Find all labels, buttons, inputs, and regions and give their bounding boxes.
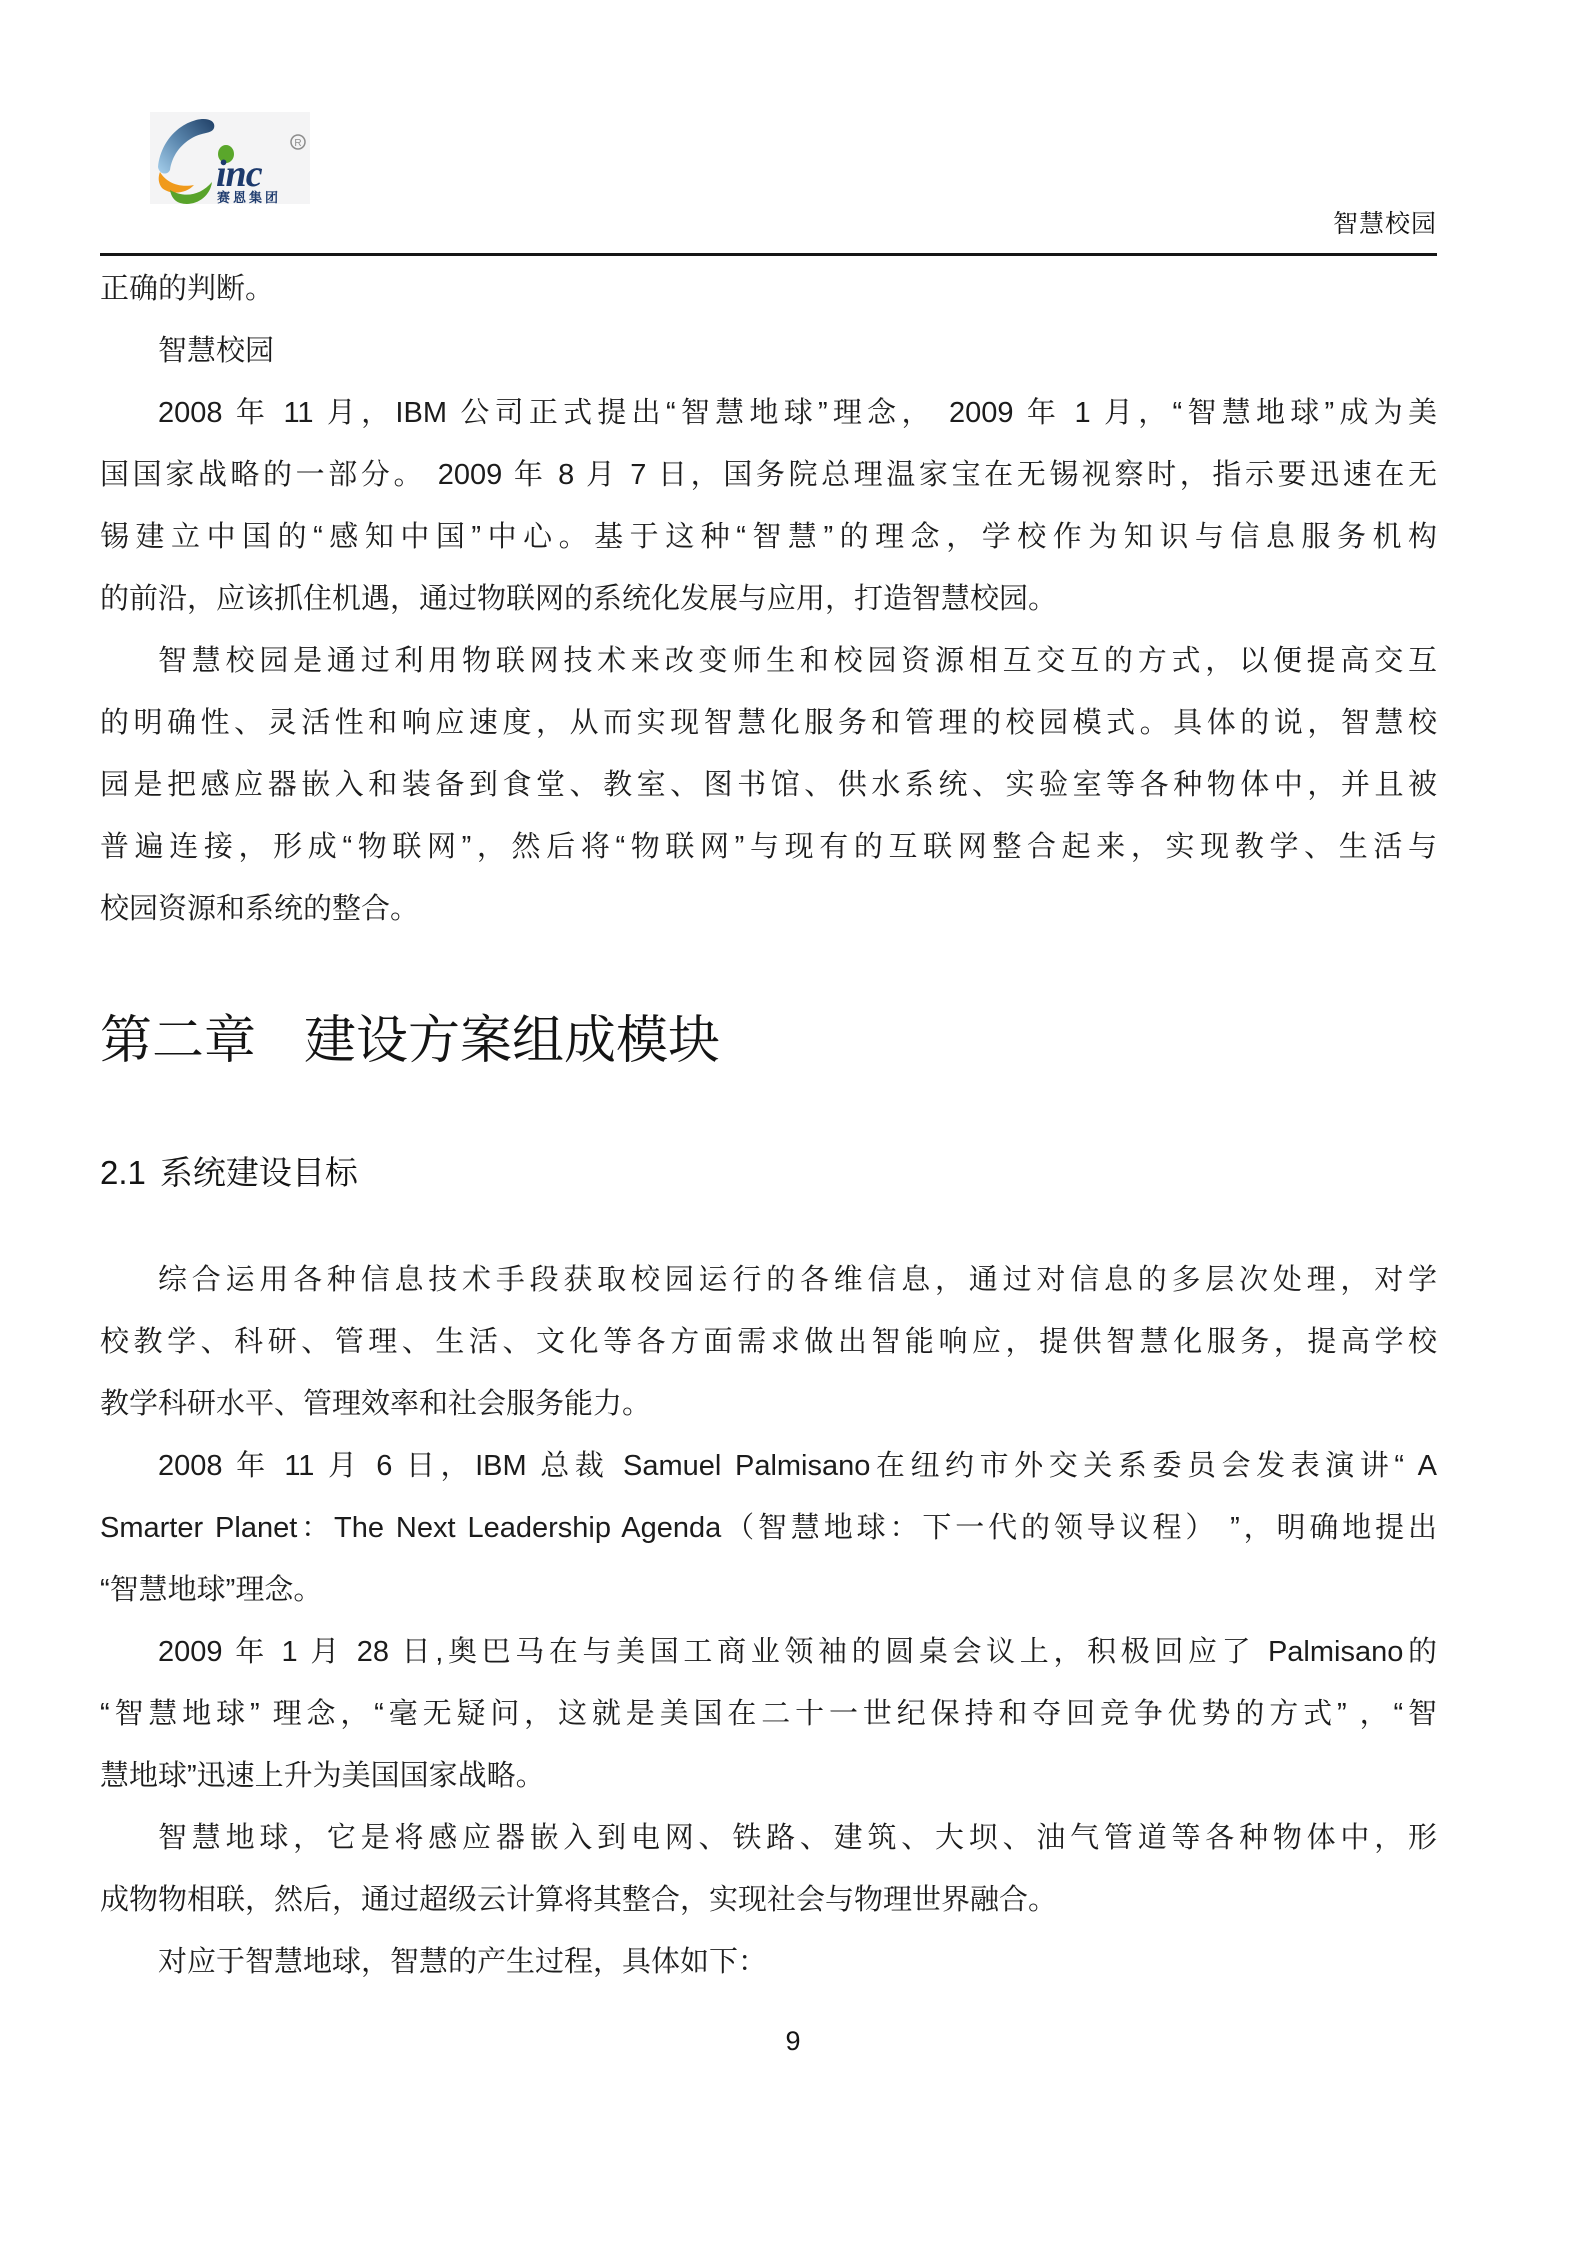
text-line: “智慧地球”理念。 xyxy=(100,1574,323,1606)
text-line: 2008 年 11 月 6 日，IBM 总裁 Samuel Palmisano在纽约市外交关系委员会发表演讲“ A xyxy=(158,1450,1437,1482)
svg-text:R: R xyxy=(294,138,302,149)
text-line: 智慧地球，它是将感应器嵌入到电网、铁路、建筑、大坝、油气管道等各种物体中，形 xyxy=(158,1822,1437,1854)
running-title: 智慧校园 xyxy=(1332,210,1437,238)
chapter-number: 第二章 xyxy=(100,1012,257,1070)
text-line: 智慧校园 xyxy=(158,335,275,367)
text-line: 园是把感应器嵌入和装备到食堂、教室、图书馆、供水系统、实验室等各种物体中，并且被 xyxy=(100,769,1437,801)
text-line: 2008 年 11 月，IBM 公司正式提出“智慧地球”理念， 2009 年 1 月，“智慧地球”成为美 xyxy=(158,397,1437,429)
paragraph-goal xyxy=(100,1249,1437,1435)
text-line: 智慧校园是通过利用物联网技术来改变师生和校园资源相互交互的方式，以便提高交互 xyxy=(158,645,1437,677)
text-line: 成物物相联，然后，通过超级云计算将其整合，实现社会与物理世界融合。 xyxy=(100,1884,1058,1916)
section-heading xyxy=(100,1150,1437,1196)
text-line: 的明确性、灵活性和响应速度，从而实现智慧化服务和管理的校园模式。具体的说，智慧校 xyxy=(100,707,1437,739)
header-divider xyxy=(100,253,1437,256)
paragraph-smart-campus xyxy=(100,630,1437,940)
text-line: 教学科研水平、管理效率和社会服务能力。 xyxy=(100,1388,652,1420)
svg-text:inc: inc xyxy=(216,153,262,195)
paragraph-continuation xyxy=(100,258,1437,320)
chapter-heading xyxy=(100,1005,1437,1077)
text-line: Smarter Planet：The Next Leadership Agenda（智慧地球：下一代的领导议程） ”，明确地提出 xyxy=(100,1512,1437,1544)
paragraph-obama xyxy=(100,1621,1437,1807)
logo-company-name: 赛恩集团 xyxy=(217,190,282,205)
text-line: 对应于智慧地球，智慧的产生过程，具体如下： xyxy=(158,1946,768,1978)
text-line: 正确的判断。 xyxy=(100,273,275,305)
paragraph-ibm-concept xyxy=(100,382,1437,630)
text-line: 的前沿，应该抓住机遇，通过物联网的系统化发展与应用，打造智慧校园。 xyxy=(100,583,1058,615)
sine-logo xyxy=(150,112,310,204)
page-content xyxy=(100,258,1437,1993)
text-line: 普遍连接，形成“物联网”，然后将“物联网”与现有的互联网整合起来，实现教学、生活与 xyxy=(100,831,1437,863)
paragraph-palmisano xyxy=(100,1435,1437,1621)
chapter-title: 建设方案组成模块 xyxy=(304,1012,721,1070)
text-line: 慧地球”迅速上升为美国国家战略。 xyxy=(100,1760,545,1792)
registered-trademark-icon xyxy=(291,135,305,149)
text-line: 2009 年 1 月 28 日,奥巴马在与美国工商业领袖的圆桌会议上，积极回应了 Palmisano的 xyxy=(158,1636,1437,1668)
paragraph-smart-earth xyxy=(100,1807,1437,1931)
section-title: 系统建设目标 xyxy=(159,1154,358,1191)
text-line: “智慧地球” 理念，“毫无疑问，这就是美国在二十一世纪保持和夺回竞争优势的方式” ，“智 xyxy=(100,1698,1437,1730)
text-line: 校教学、科研、管理、生活、文化等各方面需求做出智能响应，提供智慧化服务，提高学校 xyxy=(100,1326,1437,1358)
page-number: 9 xyxy=(785,2026,801,2056)
text-line: 综合运用各种信息技术手段获取校园运行的各维信息，通过对信息的多层次处理，对学 xyxy=(158,1264,1437,1296)
text-line: 国国家战略的一部分。 2009 年 8 月 7 日，国务院总理温家宝在无锡视察时，指示要迅速在无 xyxy=(100,459,1437,491)
section-number: 2.1 xyxy=(100,1154,146,1191)
text-line: 锡建立中国的“感知中国”中心。基于这种“智慧”的理念，学校作为知识与信息服务机构 xyxy=(100,521,1437,553)
text-line: 校园资源和系统的整合。 xyxy=(100,893,420,925)
paragraph-label xyxy=(100,320,1437,382)
paragraph-process xyxy=(100,1931,1437,1993)
